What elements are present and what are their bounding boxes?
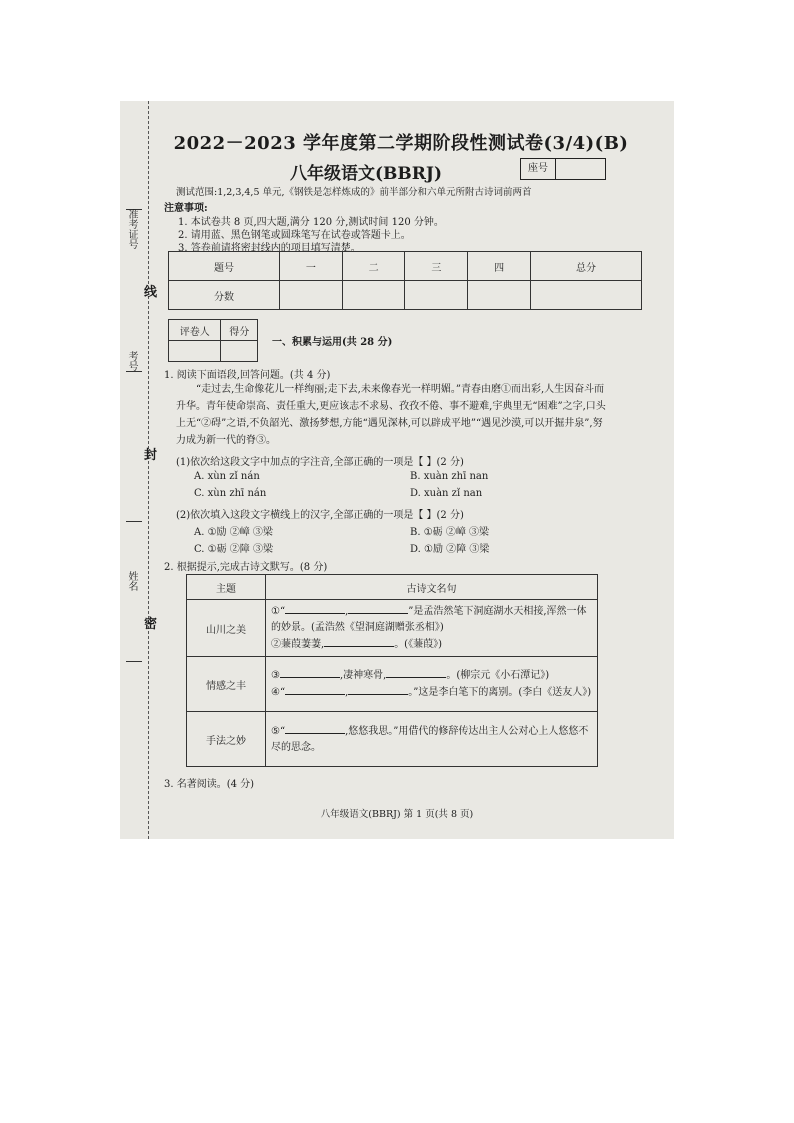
score-table xyxy=(168,251,642,310)
binding-label-exam-number: 准考证号 xyxy=(126,209,137,249)
score-header-cell: 四 xyxy=(468,252,531,281)
option-b[interactable]: B. xuàn zhī nan xyxy=(410,471,489,482)
points-header: 得分 xyxy=(221,320,258,341)
answer-blank[interactable] xyxy=(285,603,345,614)
score-header-cell: 题号 xyxy=(169,252,280,281)
table-row xyxy=(187,712,598,767)
line-text: 。(《蒹葭》) xyxy=(394,639,442,650)
seat-label: 座号 xyxy=(521,159,556,179)
poetry-table xyxy=(186,574,598,767)
line-text: ③ xyxy=(271,670,280,681)
answer-blank[interactable] xyxy=(386,667,446,678)
topic-cell: 情感之丰 xyxy=(187,657,266,712)
answer-blank[interactable] xyxy=(285,684,345,695)
option-a[interactable]: A. xùn zǐ nán xyxy=(194,471,260,482)
binding-rule xyxy=(126,521,142,522)
score-cell[interactable] xyxy=(280,281,343,310)
topic-cell: 山川之美 xyxy=(187,600,266,657)
grader-table xyxy=(168,319,258,362)
table-row: 情感之丰 ③ ,凄神寒骨, 。(柳宗元《小石潭记》) ④“ , 。”这是李白笔下的离别。(李白《送友人》) xyxy=(187,657,598,712)
answer-blank[interactable] xyxy=(280,667,340,678)
seat-number-box[interactable] xyxy=(520,158,606,180)
question-1-stem: 1. 阅读下面语段,回答问题。(共 4 分) xyxy=(164,370,331,381)
option-c[interactable]: C. xùn zhī nán xyxy=(194,488,267,499)
score-header-cell: 三 xyxy=(405,252,468,281)
exam-title: 2022－2023 学年度第二学期阶段性测试卷(3/4)(B) xyxy=(173,133,629,154)
note-item: 1. 本试卷共 8 页,四大题,满分 120 分,测试时间 120 分钟。 xyxy=(178,217,444,228)
score-header-cell: 一 xyxy=(280,252,343,281)
line-text: ,悠悠我思。”用借代的修辞传达出主人公对心上人悠悠不尽的思念。 xyxy=(271,725,589,753)
grader-header: 评卷人 xyxy=(169,320,221,341)
lines-header: 古诗文名句 xyxy=(266,575,598,600)
exam-paper xyxy=(120,101,674,839)
grader-cell[interactable] xyxy=(169,341,221,362)
poetry-table-header xyxy=(187,575,598,600)
line-text: ”这是李白笔下的离别。(李白《送友人》) xyxy=(413,687,592,698)
topic-header: 主题 xyxy=(187,575,266,600)
binding-label-id: 考号 xyxy=(126,351,137,371)
option-d[interactable]: D. ①励 ②障 ③梁 xyxy=(410,544,490,555)
page-footer: 八年级语文(BBRJ) 第 1 页(共 8 页) xyxy=(320,809,474,820)
line-text: ④“ xyxy=(271,687,286,698)
note-item: 3. 答卷前请将密封线内的项目填写清楚。 xyxy=(178,243,361,254)
line-text: ②蒹葭萋萋, xyxy=(271,639,325,650)
binding-line xyxy=(148,101,149,839)
answer-blank[interactable] xyxy=(324,636,394,647)
option-d[interactable]: D. xuàn zǐ nan xyxy=(410,488,483,499)
score-header-cell: 总分 xyxy=(530,252,641,281)
question-1-sub1: (1)依次给这段文字中加点的字注音,全部正确的一项是【 】(2 分) xyxy=(176,457,464,468)
binding-rule xyxy=(126,371,142,372)
option-a[interactable]: A. ①励 ②嶂 ③梁 xyxy=(194,527,273,538)
table-row: 山川之美 ①“ , ”是孟浩然笔下洞庭湖水天相接,浑然一体的妙景。(孟浩然《望洞庭湖赠张丞相》) ②蒹葭萋萋, 。(《蒹葭》) xyxy=(187,600,598,657)
score-cell[interactable] xyxy=(342,281,405,310)
points-cell[interactable] xyxy=(221,341,258,362)
score-cell[interactable] xyxy=(468,281,531,310)
line-text: ①“ xyxy=(271,606,286,617)
score-cell[interactable] xyxy=(405,281,468,310)
answer-blank[interactable] xyxy=(285,723,345,734)
test-scope: 测试范围:1,2,3,4,5 单元,《钢铁是怎样炼成的》前半部分和六单元所附古诗词前两首 xyxy=(176,187,532,198)
line-text: ”是孟浩然笔下洞庭湖水天相接,浑然一体的妙景。(孟浩然《望洞庭湖赠张丞相》) xyxy=(271,606,587,633)
notes-heading: 注意事项: xyxy=(164,203,208,214)
answer-blank[interactable] xyxy=(348,603,408,614)
binding-word-secret: 密 xyxy=(144,617,158,632)
score-table-score-row xyxy=(169,281,642,310)
note-item: 2. 请用蓝、黑色钢笔或圆珠笔写在试卷或答题卡上。 xyxy=(178,230,411,241)
line-text: ⑤“ xyxy=(271,725,286,737)
score-row-label: 分数 xyxy=(169,281,280,310)
section-1-title: 一、积累与运用(共 28 分) xyxy=(272,337,393,348)
question-3-stem: 3. 名著阅读。(4 分) xyxy=(164,779,255,790)
question-1-sub2: (2)依次填入这段文字横线上的汉字,全部正确的一项是【 】(2 分) xyxy=(176,510,464,521)
binding-label-name: 姓名 xyxy=(126,571,137,591)
answer-blank[interactable] xyxy=(348,684,408,695)
question-1-passage: “走过去,生命像花儿一样绚丽;走下去,未来像春光一样明媚。”青春由磨①而出彩,人生因奋斗而升华。青年使命崇高、责任重大,更应该志不求易、孜孜不倦、事不避难,宇典里无“困难”之字,口头上无“②碍”之语,不负韶光、激扬梦想,方能“遇见深林,可以辟成平地”“遇见沙漠,可以开掘井泉”,努力成为新一代的脊③。 xyxy=(176,384,606,446)
score-cell[interactable] xyxy=(530,281,641,310)
binding-rule xyxy=(126,661,142,662)
question-2-stem: 2. 根据提示,完成古诗文默写。(8 分) xyxy=(164,562,328,573)
topic-cell: 手法之妙 xyxy=(187,712,266,767)
score-table-header-row xyxy=(169,252,642,281)
score-header-cell: 二 xyxy=(342,252,405,281)
exam-subtitle: 八年级语文(BBRJ) xyxy=(290,164,442,184)
option-b[interactable]: B. ①砺 ②嶂 ③梁 xyxy=(410,527,490,538)
line-text: ,凄神寒骨, xyxy=(339,670,387,681)
binding-word-line: 线 xyxy=(144,285,158,300)
binding-word-seal: 封 xyxy=(144,448,158,463)
option-c[interactable]: C. ①砺 ②障 ③梁 xyxy=(194,544,273,555)
line-text: 。(柳宗元《小石潭记》) xyxy=(446,670,550,681)
